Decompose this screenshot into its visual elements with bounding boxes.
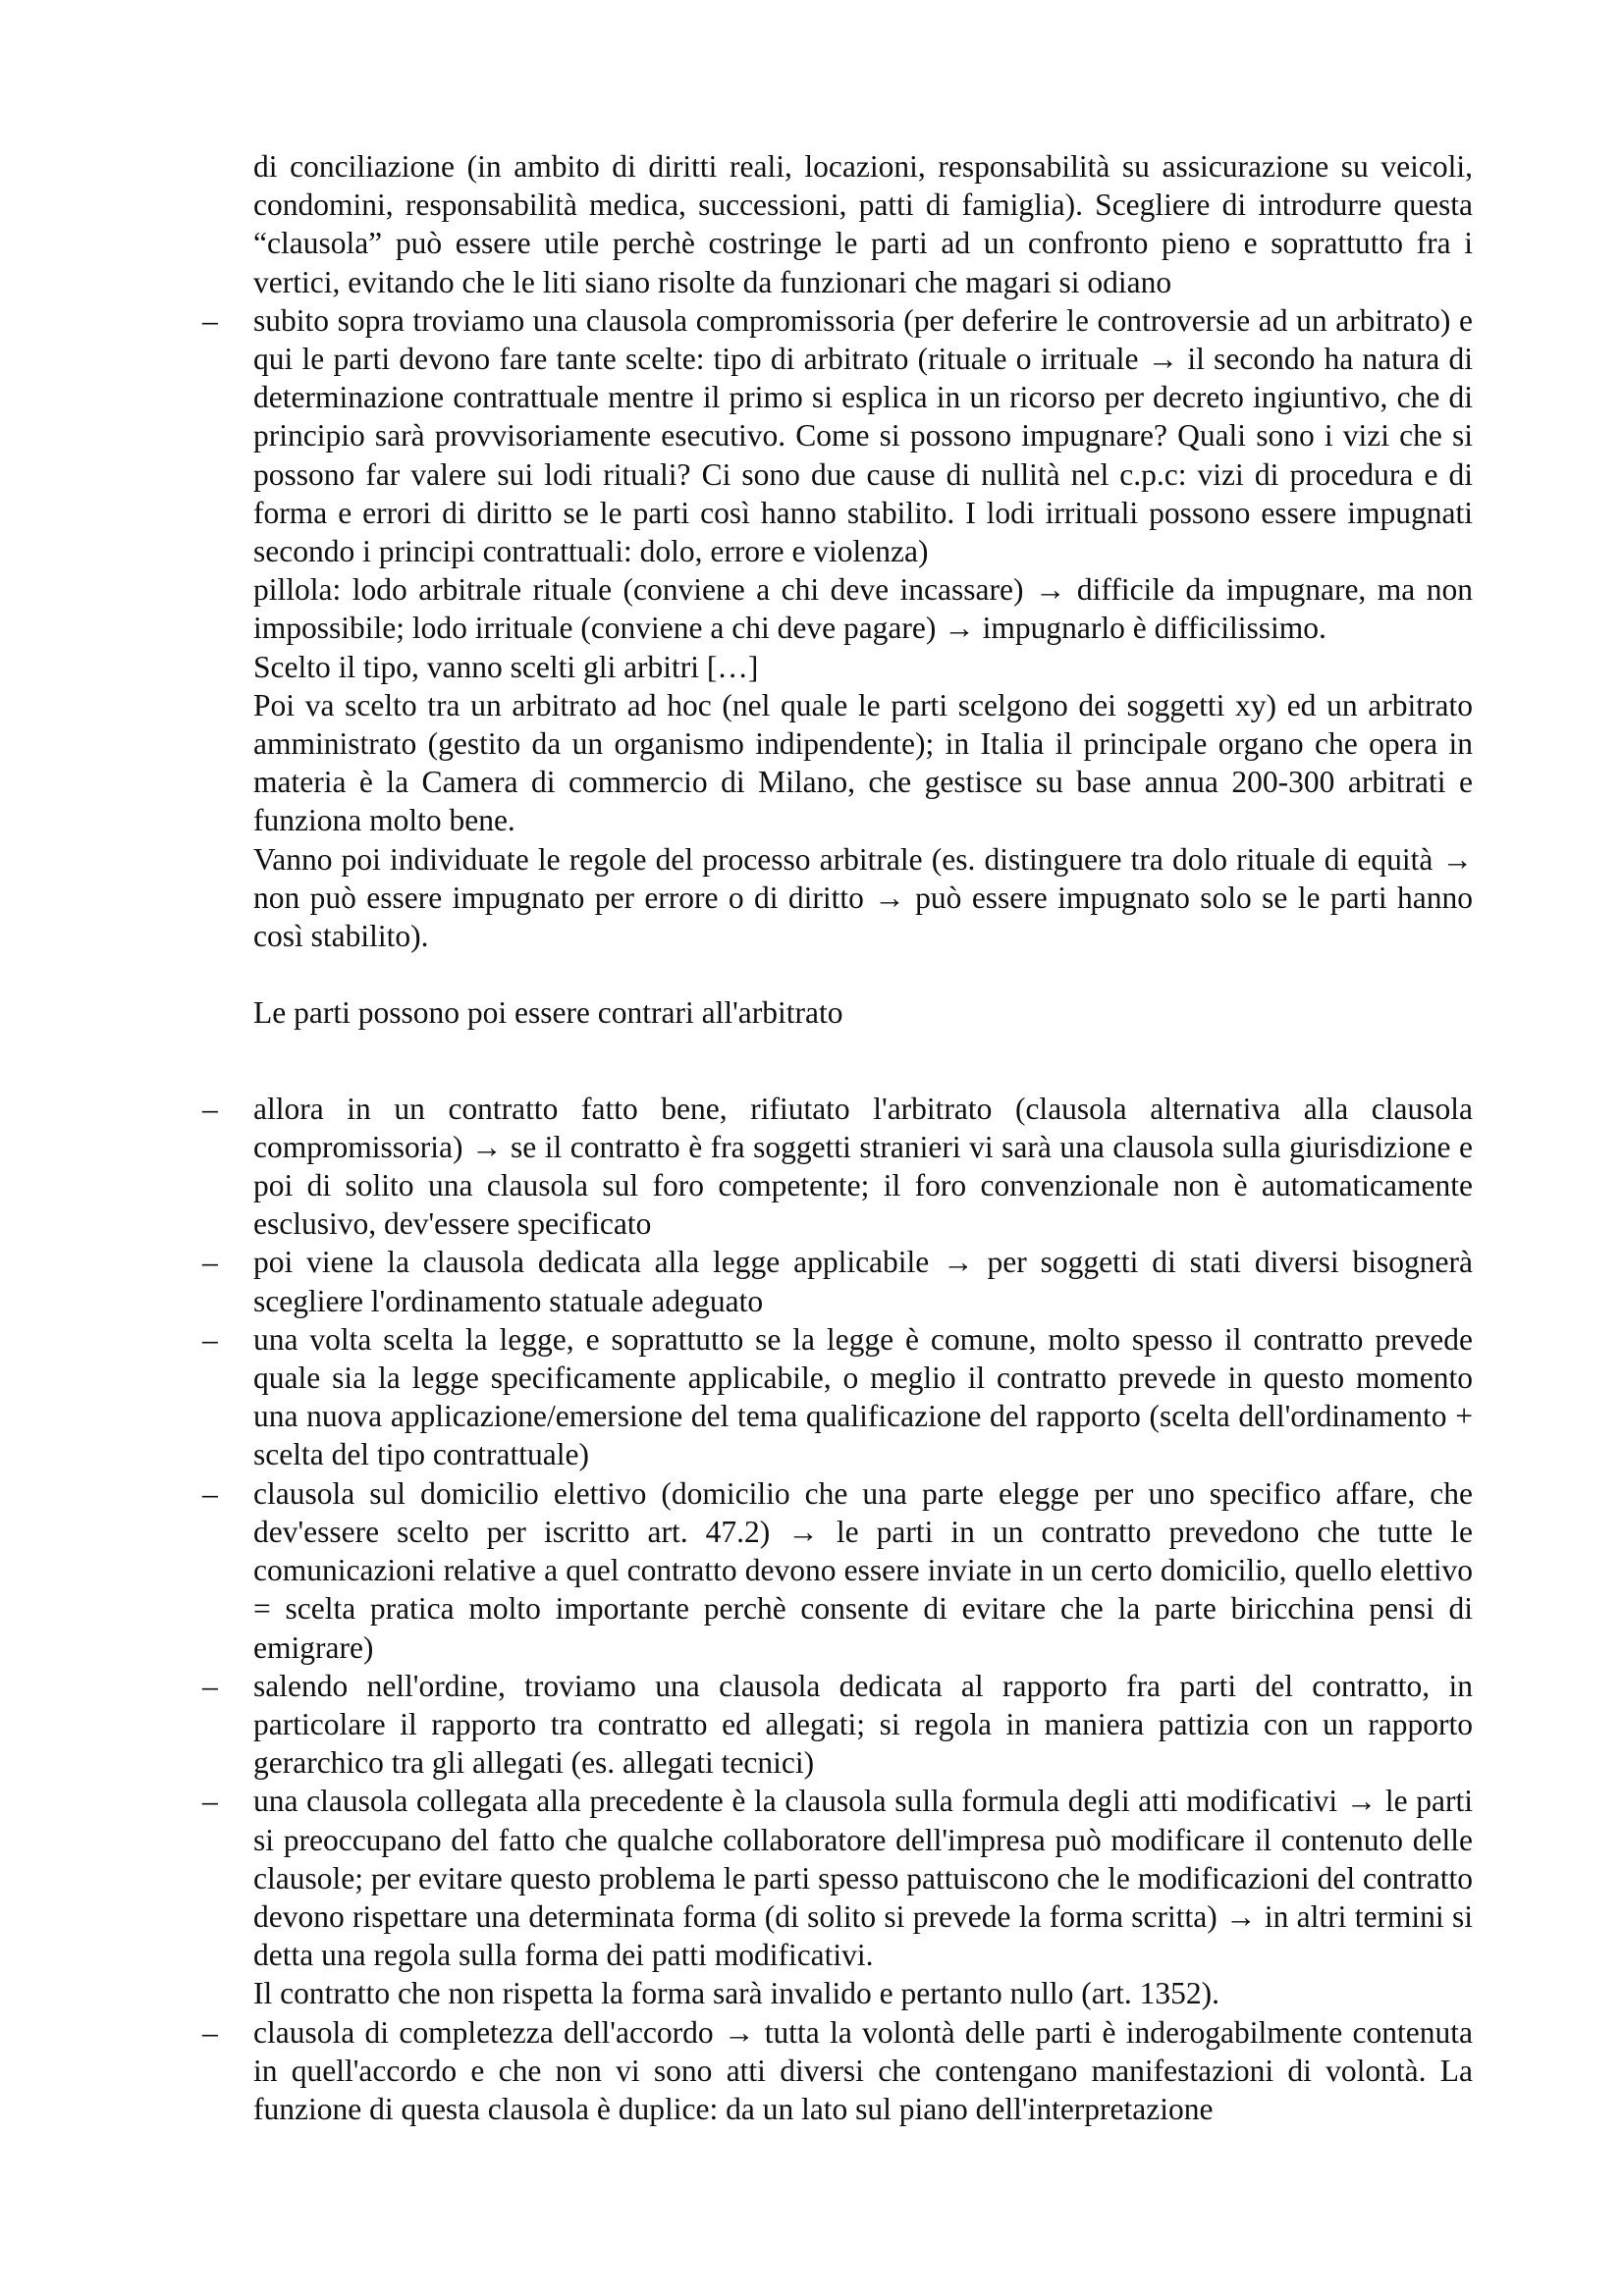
arbiters-line: Scelto il tipo, vanno scelti gli arbitri […] xyxy=(253,649,759,684)
contrary-line: Le parti possono poi essere contrari all'arbitrato xyxy=(253,995,843,1031)
blank-line xyxy=(253,1033,1473,1090)
bullet-dash: – xyxy=(202,1321,218,1357)
bullet-dash: – xyxy=(202,1245,218,1280)
bullet-dash: – xyxy=(202,2014,218,2050)
bullet-dash: – xyxy=(202,302,218,338)
arbitration-paragraph: subito sopra troviamo una clausola compromissoria (per deferire le controversie ad un arbitrato) e qui le parti devono fare tante scelte: tipo di arbitrato (rituale o irrituale → il secondo ha natura di determinazione contrattuale mentre il primo si esplica in un ricorso per decreto ingiuntivo, che di principio sarà provvisoriamente esecutivo. Come si possono impugnare? Quali sono i vizi che si possono far valere sui lodi rituali? Ci sono due cause di nullità nel c.p.c: vizi di procedura e di forma e errori di diritto se le parti così hanno stabilito. I lodi irrituali possono essere impugnati secondo i principi contrattuali: dolo, errore e violenza) xyxy=(253,302,1473,569)
bullet-paragraph: salendo nell'ordine, troviamo una clausola dedicata al rapporto fra parti del contratto, in particolare il rapporto tra contratto ed allegati; si regola in maniera pattizia con un rapporto gerarchico tra gli allegati (es. allegati tecnici) xyxy=(253,1668,1473,1781)
bullet-paragraph: clausola sul domicilio elettivo (domicilio che una parte elegge per uno specifico affare, che dev'essere scelto per iscritto art. 47.2) → le parti in un contratto prevedono che tutte le comunicazioni relative a quel contratto devono essere inviate in un certo domicilio, quello elettivo = scelta pratica molto importante perchè consente di evitare che la parte biricchina pensi di emigrare) xyxy=(253,1475,1473,1665)
bullet-paragraph: una clausola collegata alla precedente è la clausola sulla formula degli atti modificativi → le parti si preoccupano del fatto che qualche collaboratore dell'impresa può modificare il contenuto delle clausole; per evitare questo problema le parti spesso pattuiscono che le modificazioni del contratto devono rispettare una determinata forma (di solito si prevede la forma scritta) → in altri termini si detta una regola sulla forma dei patti modificativi. xyxy=(253,1784,1473,1973)
bullet-item-modifications xyxy=(202,1782,1473,2012)
bullet-item-arbitration xyxy=(202,301,1473,1090)
bullet-item-attachments xyxy=(202,1667,1473,1783)
ad-hoc-paragraph: Poi va scelto tra un arbitrato ad hoc (nel quale le parti scelgono dei soggetti xy) ed un arbitrato amministrato (gestito da un organismo indipendente); in Italia il principale organo che opera in materia è la Camera di commercio di Milano, che gestisce su base annua 200-300 arbitrati e funziona molto bene. xyxy=(253,687,1473,838)
bullet-paragraph: una volta scelta la legge, e soprattutto se la legge è comune, molto spesso il contratto prevede quale sia la legge specificamente applicabile, o meglio il contratto prevede in questo momento una nuova applicazione/emersione del tema qualificazione del rapporto (scelta dell'ordinamento + scelta del tipo contrattuale) xyxy=(253,1321,1473,1472)
bullet-paragraph: Il contratto che non rispetta la forma sarà invalido e pertanto nullo (art. 1352). xyxy=(253,1976,1220,2011)
bullet-item-domicile xyxy=(202,1474,1473,1667)
bullet-item-applicable-law xyxy=(202,1243,1473,1319)
bullet-paragraph: allora in un contratto fatto bene, rifiutato l'arbitrato (clausola alternativa alla clausola compromissoria) → se il contratto è fra soggetti stranieri vi sarà una clausola sulla giurisdizione e poi di solito una clausola sul foro competente; il foro convenzionale non è automaticamente esclusivo, dev'essere specificato xyxy=(253,1091,1473,1242)
bullet-item-jurisdiction xyxy=(202,1090,1473,1244)
bullet-dash: – xyxy=(202,1475,218,1511)
bullet-item-qualification xyxy=(202,1320,1473,1474)
bullet-item-completeness xyxy=(202,2013,1473,2129)
bullet-dash: – xyxy=(202,1668,218,1703)
intro-paragraph: di conciliazione (in ambito di diritti reali, locazioni, responsabilità su assicurazione su veicoli, condomini, responsabilità medica, successioni, patti di famiglia). Scegliere di introdurre questa “clausola” può essere utile perchè costringe le parti ad un confronto pieno e soprattutto fra i vertici, evitando che le liti siano risolte da funzionari che magari si odiano xyxy=(253,149,1473,299)
bullet-paragraph: poi viene la clausola dedicata alla legge applicabile → per soggetti di stati diversi bisognerà scegliere l'ordinamento statuale adeguato xyxy=(253,1245,1473,1318)
rules-paragraph: Vanno poi individuate le regole del processo arbitrale (es. distinguere tra dolo rituale di equità → non può essere impugnato per errore o di diritto → può essere impugnato solo se le parti hanno così stabilito). xyxy=(253,841,1473,954)
blank-line xyxy=(253,955,1473,993)
page-content xyxy=(202,147,1473,2128)
bullet-dash: – xyxy=(202,1091,218,1126)
pill-note: pillola: lodo arbitrale rituale (conviene a chi deve incassare) → difficile da impugnare, ma non impossibile; lodo irrituale (conviene a chi deve pagare) → impugnarlo è difficilissimo. xyxy=(253,572,1473,646)
bullet-paragraph: clausola di completezza dell'accordo → tutta la volontà delle parti è inderogabilmente contenuta in quell'accordo e che non vi sono atti diversi che contengano manifestazioni di volontà. La funzione di questa clausola è duplice: da un lato sul piano dell'interpretazione xyxy=(253,2014,1473,2126)
bullet-dash: – xyxy=(202,1784,218,1819)
